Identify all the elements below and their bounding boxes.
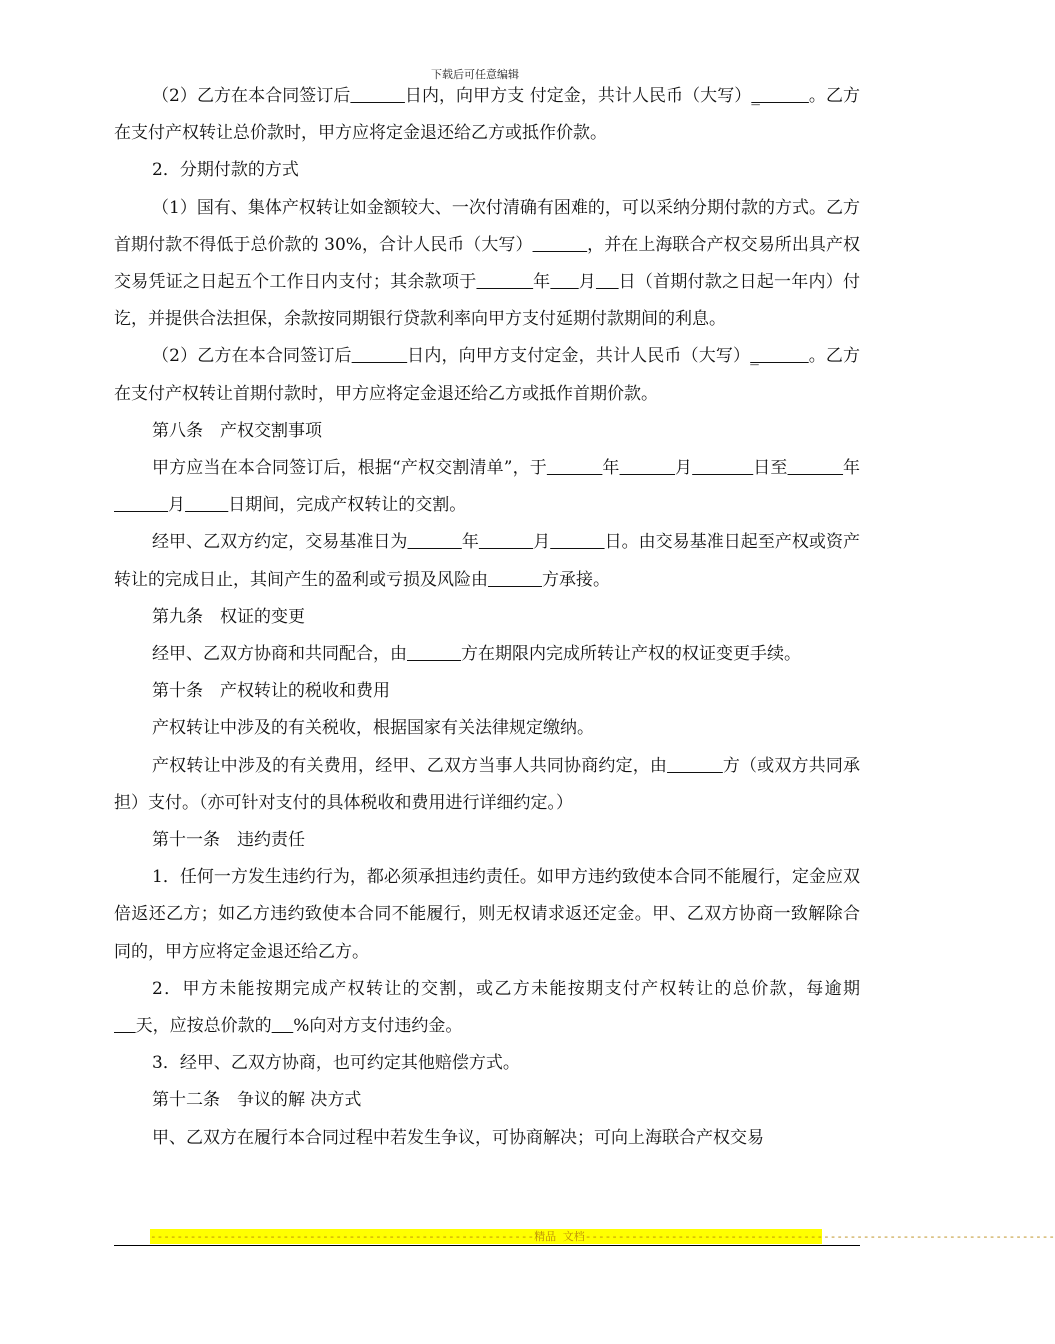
article-11-title: 第十一条 违约责任 — [152, 830, 305, 851]
document-body — [114, 78, 860, 1157]
paragraph-breach-1: 1．任何一方发生违约行为，都必须承担违约责任。如甲方违约致使本合同不能履行，定金应双倍返还乙方；如乙方违约致使本合同不能履行，则无权请求返还定金。甲、乙双方协商一致解除合同的，甲方应将定金退还给乙方。 — [114, 867, 860, 962]
article-12-title: 第十二条 争议的解 决方式 — [152, 1090, 362, 1111]
paragraph-breach-3: 3．经甲、乙双方协商，也可约定其他赔偿方式。 — [152, 1053, 520, 1074]
paragraph-certificate-change: 经甲、乙双方协商和共同配合，由 方在期限内完成所转让产权的权证变更手续。 — [152, 644, 802, 665]
paragraph-dispute: 甲、乙双方在履行本合同过程中若发生争议，可协商解决；可向上海联合产权交易 — [152, 1127, 764, 1148]
footer-banner: ----------------------------------------------------------精品 文档----------------------------------------------------------------------- — [150, 1230, 1055, 1243]
paragraph-handover-date: 甲方应当在本合同签订后，根据“产权交割清单”，于 年 月 日至 年 月 日期间，完成产权转让的交割。 — [152, 458, 861, 516]
page-header: 下载后可任意编辑 — [431, 68, 519, 81]
article-9-title: 第九条 权证的变更 — [152, 606, 305, 627]
section-title-installment: 2．分期付款的方式 — [152, 160, 299, 181]
paragraph-taxes: 产权转让中涉及的有关税收，根据国家有关法律规定缴纳。 — [152, 718, 594, 739]
article-8-title: 第八条 产权交割事项 — [152, 420, 322, 441]
paragraph-installment-1: （1）国有、集体产权转让如金额较大、一次付清确有困难的，可以采纳分期付款的方式。乙方首期付款不得低于总价款的 30%，合计人民币（大写） ，并在上海联合产权交易所出具产权交易凭证之日起五个工作日内支付；其余款项于 年 月 日（首期付款之日起一年内）付讫，并提供合法担保，余款按同期银行贷款利率向甲方支付延期付款期间的利息。 — [114, 197, 861, 330]
paragraph-breach-2: 2．甲方未能按期完成产权转让的交割，或乙方未能按期支付产权转让的总价款，每逾期 天，应按总价款的 %向对方支付违约金。 — [135, 978, 860, 1037]
paragraph-installment-2: （2）乙方在本合同签订后 日内，向甲方支付定金，共计人民币（大写）_ 。乙方在支付产权转让首期付款时，甲方应将定金退还给乙方或抵作首期价款。 — [114, 346, 860, 404]
paragraph-base-date: 经甲、乙双方约定，交易基准日为 年 月 日。由交易基准日起至产权或资产转让的完成日止，其间产生的盈利或亏损及风险由 方承接。 — [114, 532, 860, 590]
article-10-title: 第十条 产权转让的税收和费用 — [152, 681, 390, 702]
paragraph-deposit-lump-sum: （2）乙方在本合同签订后 日内，向甲方支 付定金，共计人民币（大写）_ 。乙方在支付产权转让总价款时，甲方应将定金退还给乙方或抵作价款。 — [114, 86, 860, 144]
footer-label: 精品 文档 — [534, 1230, 585, 1243]
footer-divider — [114, 1245, 860, 1246]
paragraph-fees: 产权转让中涉及的有关费用，经甲、乙双方当事人共同协商约定，由 方（或双方共同承担）支付。（亦可针对支付的具体税收和费用进行详细约定。） — [114, 755, 860, 813]
